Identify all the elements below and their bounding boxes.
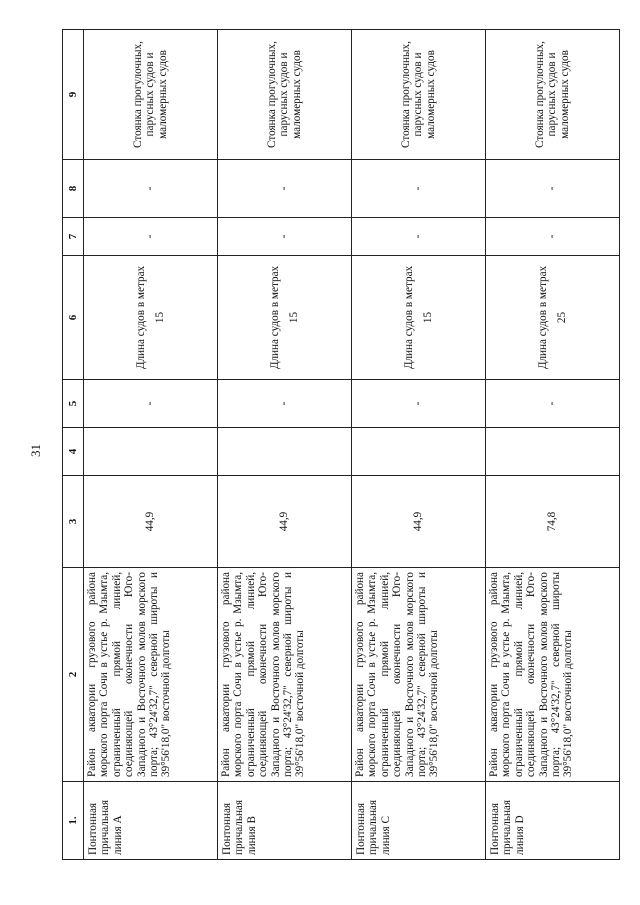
berth-length: 44,9 <box>352 476 486 568</box>
header-col-1: 1. <box>63 782 84 860</box>
col7-value: - <box>486 218 620 256</box>
vessel-length-value: 15 <box>153 311 166 324</box>
header-col-2: 2 <box>63 568 84 782</box>
vessel-length-label: Длина судов в метрах <box>537 265 550 370</box>
berth-location: Район акватории грузового района морского порта Сочи в устье р. Мзымта, ограниченный прямой линией, соединяющей оконечности Юго-Западного и Восточного молов морского порта; 43°24'32,7" северной широты и 39°56'18,0" восточной долготы <box>218 568 352 782</box>
table-row <box>84 30 218 860</box>
berth-table <box>62 29 620 860</box>
berth-name: Понтонная причальная линия А <box>84 782 218 860</box>
vessel-length-label: Длина судов в метрах <box>403 265 416 370</box>
header-col-6: 6 <box>63 256 84 380</box>
vessel-length-label: Длина судов в метрах <box>135 265 148 370</box>
vessel-length-cell <box>486 256 620 380</box>
col7-value: - <box>84 218 218 256</box>
col4-value <box>218 428 352 476</box>
col7-value: - <box>218 218 352 256</box>
berth-purpose: Стоянка прогулочных, парусных судов и маломерных судов <box>84 30 218 160</box>
header-col-4: 4 <box>63 428 84 476</box>
berth-purpose: Стоянка прогулочных, парусных судов и маломерных судов <box>352 30 486 160</box>
header-col-3: 3 <box>63 476 84 568</box>
vessel-length-cell <box>352 256 486 380</box>
berth-location: Район акватории грузового района морского порта Сочи в устье р. Мзымта, ограниченный прямой линией, соединяющей оконечности Юго-Западного и Восточного молов морского порта; 43°24'32,7" северной широты и 39°56'18,0" восточной долготы <box>352 568 486 782</box>
vessel-length-value: 15 <box>287 311 300 324</box>
berth-name: Понтонная причальная линия С <box>352 782 486 860</box>
header-col-7: 7 <box>63 218 84 256</box>
col5-value: - <box>84 380 218 428</box>
berth-location: Район акватории грузового района морского порта Сочи в устье р. Мзымта, ограниченный прямой линией, соединяющей оконечности Юго-Западного и Восточного молов морского порта; 43°24'32,7" северной широты и 39°56'18,0" восточной долготы <box>84 568 218 782</box>
vessel-length-value: 15 <box>421 311 434 324</box>
berth-name: Понтонная причальная линия D <box>486 782 620 860</box>
berth-length: 44,9 <box>84 476 218 568</box>
berth-location: Район акватории грузового района морского порта Сочи в устье р. Мзымта, ограниченный прямой линией, соединяющей оконечности Юго-Западного и Восточного молов морского порта; 43°24'32,7" северной широты 39°56'18,0" восточной долготы <box>486 568 620 782</box>
vessel-length-cell <box>218 256 352 380</box>
berth-name: Понтонная причальная линия В <box>218 782 352 860</box>
col8-value: - <box>218 160 352 218</box>
col4-value <box>84 428 218 476</box>
col5-value: - <box>352 380 486 428</box>
col8-value: - <box>352 160 486 218</box>
table-row <box>352 30 486 860</box>
berth-purpose: Стоянка прогулочных, парусных судов и маломерных судов <box>486 30 620 160</box>
header-row <box>63 30 84 860</box>
col8-value: - <box>486 160 620 218</box>
col7-value: - <box>352 218 486 256</box>
berth-length: 74,8 <box>486 476 620 568</box>
header-col-9: 9 <box>63 30 84 160</box>
table-row <box>218 30 352 860</box>
header-col-8: 8 <box>63 160 84 218</box>
berth-table-rotated <box>62 30 620 860</box>
vessel-length-cell <box>84 256 218 380</box>
page-number: 31 <box>28 444 43 457</box>
col8-value: - <box>84 160 218 218</box>
col5-value: - <box>218 380 352 428</box>
vessel-length-value: 25 <box>555 311 568 324</box>
berth-purpose: Стоянка прогулочных, парусных судов и маломерных судов <box>218 30 352 160</box>
col4-value <box>486 428 620 476</box>
vessel-length-label: Длина судов в метрах <box>269 265 282 370</box>
header-col-5: 5 <box>63 380 84 428</box>
table-row <box>486 30 620 860</box>
col5-value: - <box>486 380 620 428</box>
col4-value <box>352 428 486 476</box>
berth-length: 44,9 <box>218 476 352 568</box>
